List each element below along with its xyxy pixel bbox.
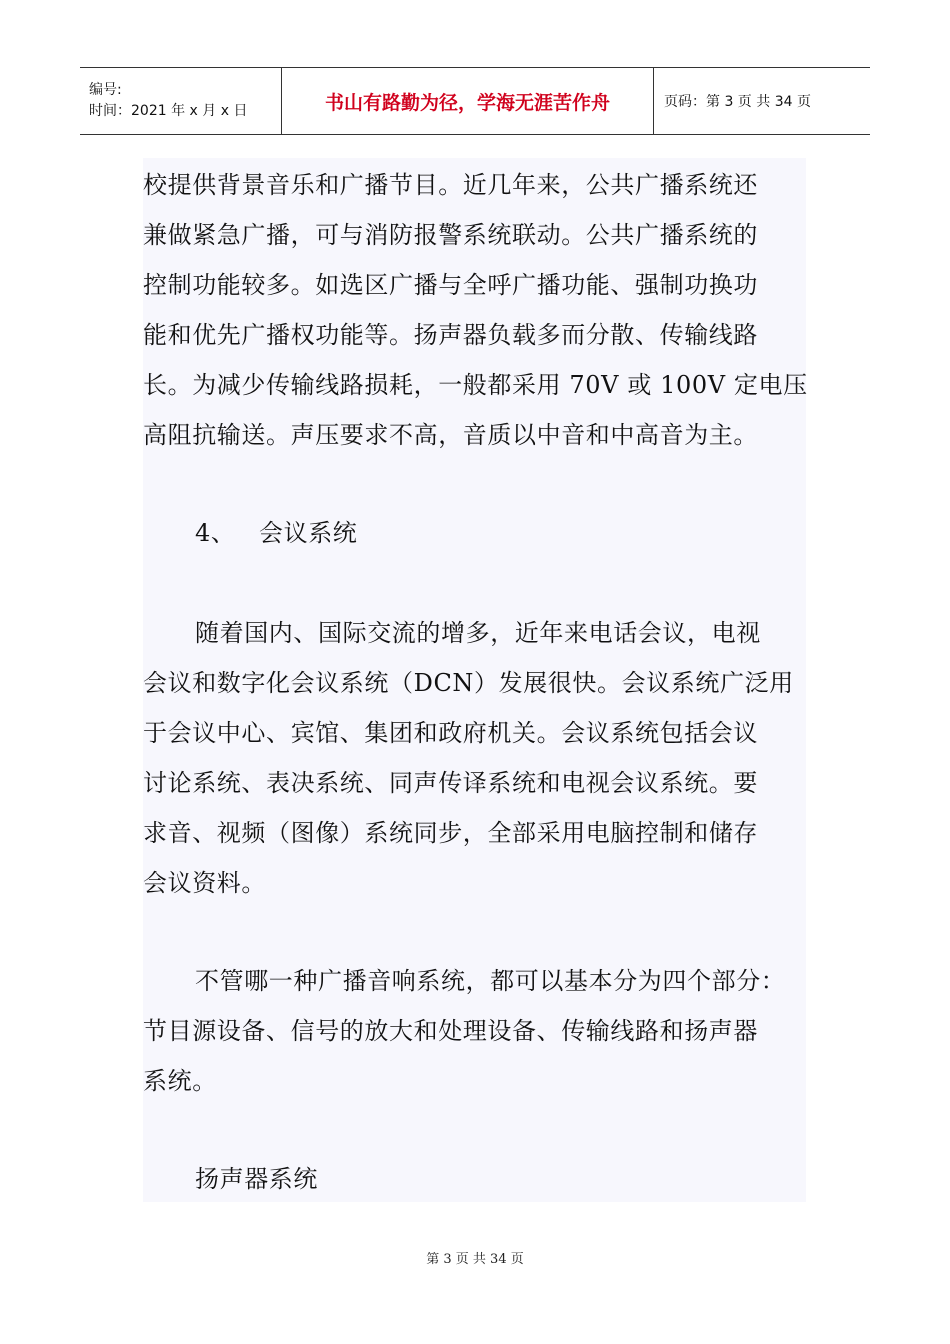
paragraph-line: 兼做紧急广播，可与消防报警系统联动。公共广播系统的 — [143, 221, 758, 249]
document-body — [143, 158, 806, 1202]
paragraph-line: 控制功能较多。如选区广播与全呼广播功能、强制功换功 — [143, 271, 758, 299]
header-motto — [282, 68, 654, 134]
section-heading: 会议系统 — [259, 519, 358, 547]
motto-text: 书山有路勤为径，学海无涯苦作舟 — [324, 91, 610, 114]
paragraph-line: 随着国内、国际交流的增多，近年来电话会议，电视 — [195, 619, 761, 647]
paragraph-line: 校提供背景音乐和广播节目。近几年来，公共广播系统还 — [143, 171, 758, 199]
header-meta — [80, 68, 282, 134]
paragraph-line: 讨论系统、表决系统、同声传译系统和电视会议系统。要 — [143, 769, 758, 797]
footer-page-number: 第 3 页 共 34 页 — [426, 1252, 524, 1267]
paragraph-line: 节目源设备、信号的放大和处理设备、传输线路和扬声器 — [143, 1017, 758, 1045]
page-info-text: 页码：第 3 页 共 34 页 — [664, 94, 811, 110]
paragraph-line: 长。为减少传输线路损耗，一般都采用 70V 或 100V 定电压 — [143, 371, 808, 399]
document-header — [80, 67, 870, 135]
section-heading-number: 4、 — [195, 519, 236, 547]
paragraph-line: 不管哪一种广播音响系统，都可以基本分为四个部分： — [195, 967, 786, 995]
subsection-title: 扬声器系统 — [195, 1165, 318, 1193]
paragraph-line: 能和优先广播权功能等。扬声器负载多而分散、传输线路 — [143, 321, 758, 349]
document-number-label: 编号: — [89, 82, 122, 98]
paragraph-line: 于会议中心、宾馆、集团和政府机关。会议系统包括会议 — [143, 719, 758, 747]
paragraph-line: 系统。 — [143, 1067, 217, 1095]
header-page-info — [654, 68, 870, 134]
paragraph-line: 会议资料。 — [143, 869, 266, 897]
page-footer — [0, 1248, 950, 1267]
document-time: 时间：2021 年 x 月 x 日 — [89, 103, 248, 119]
paragraph-line: 求音、视频（图像）系统同步，全部采用电脑控制和储存 — [143, 819, 758, 847]
paragraph-line: 高阻抗输送。声压要求不高，音质以中音和中高音为主。 — [143, 421, 758, 449]
paragraph-line: 会议和数字化会议系统（DCN）发展很快。会议系统广泛用 — [143, 669, 794, 697]
